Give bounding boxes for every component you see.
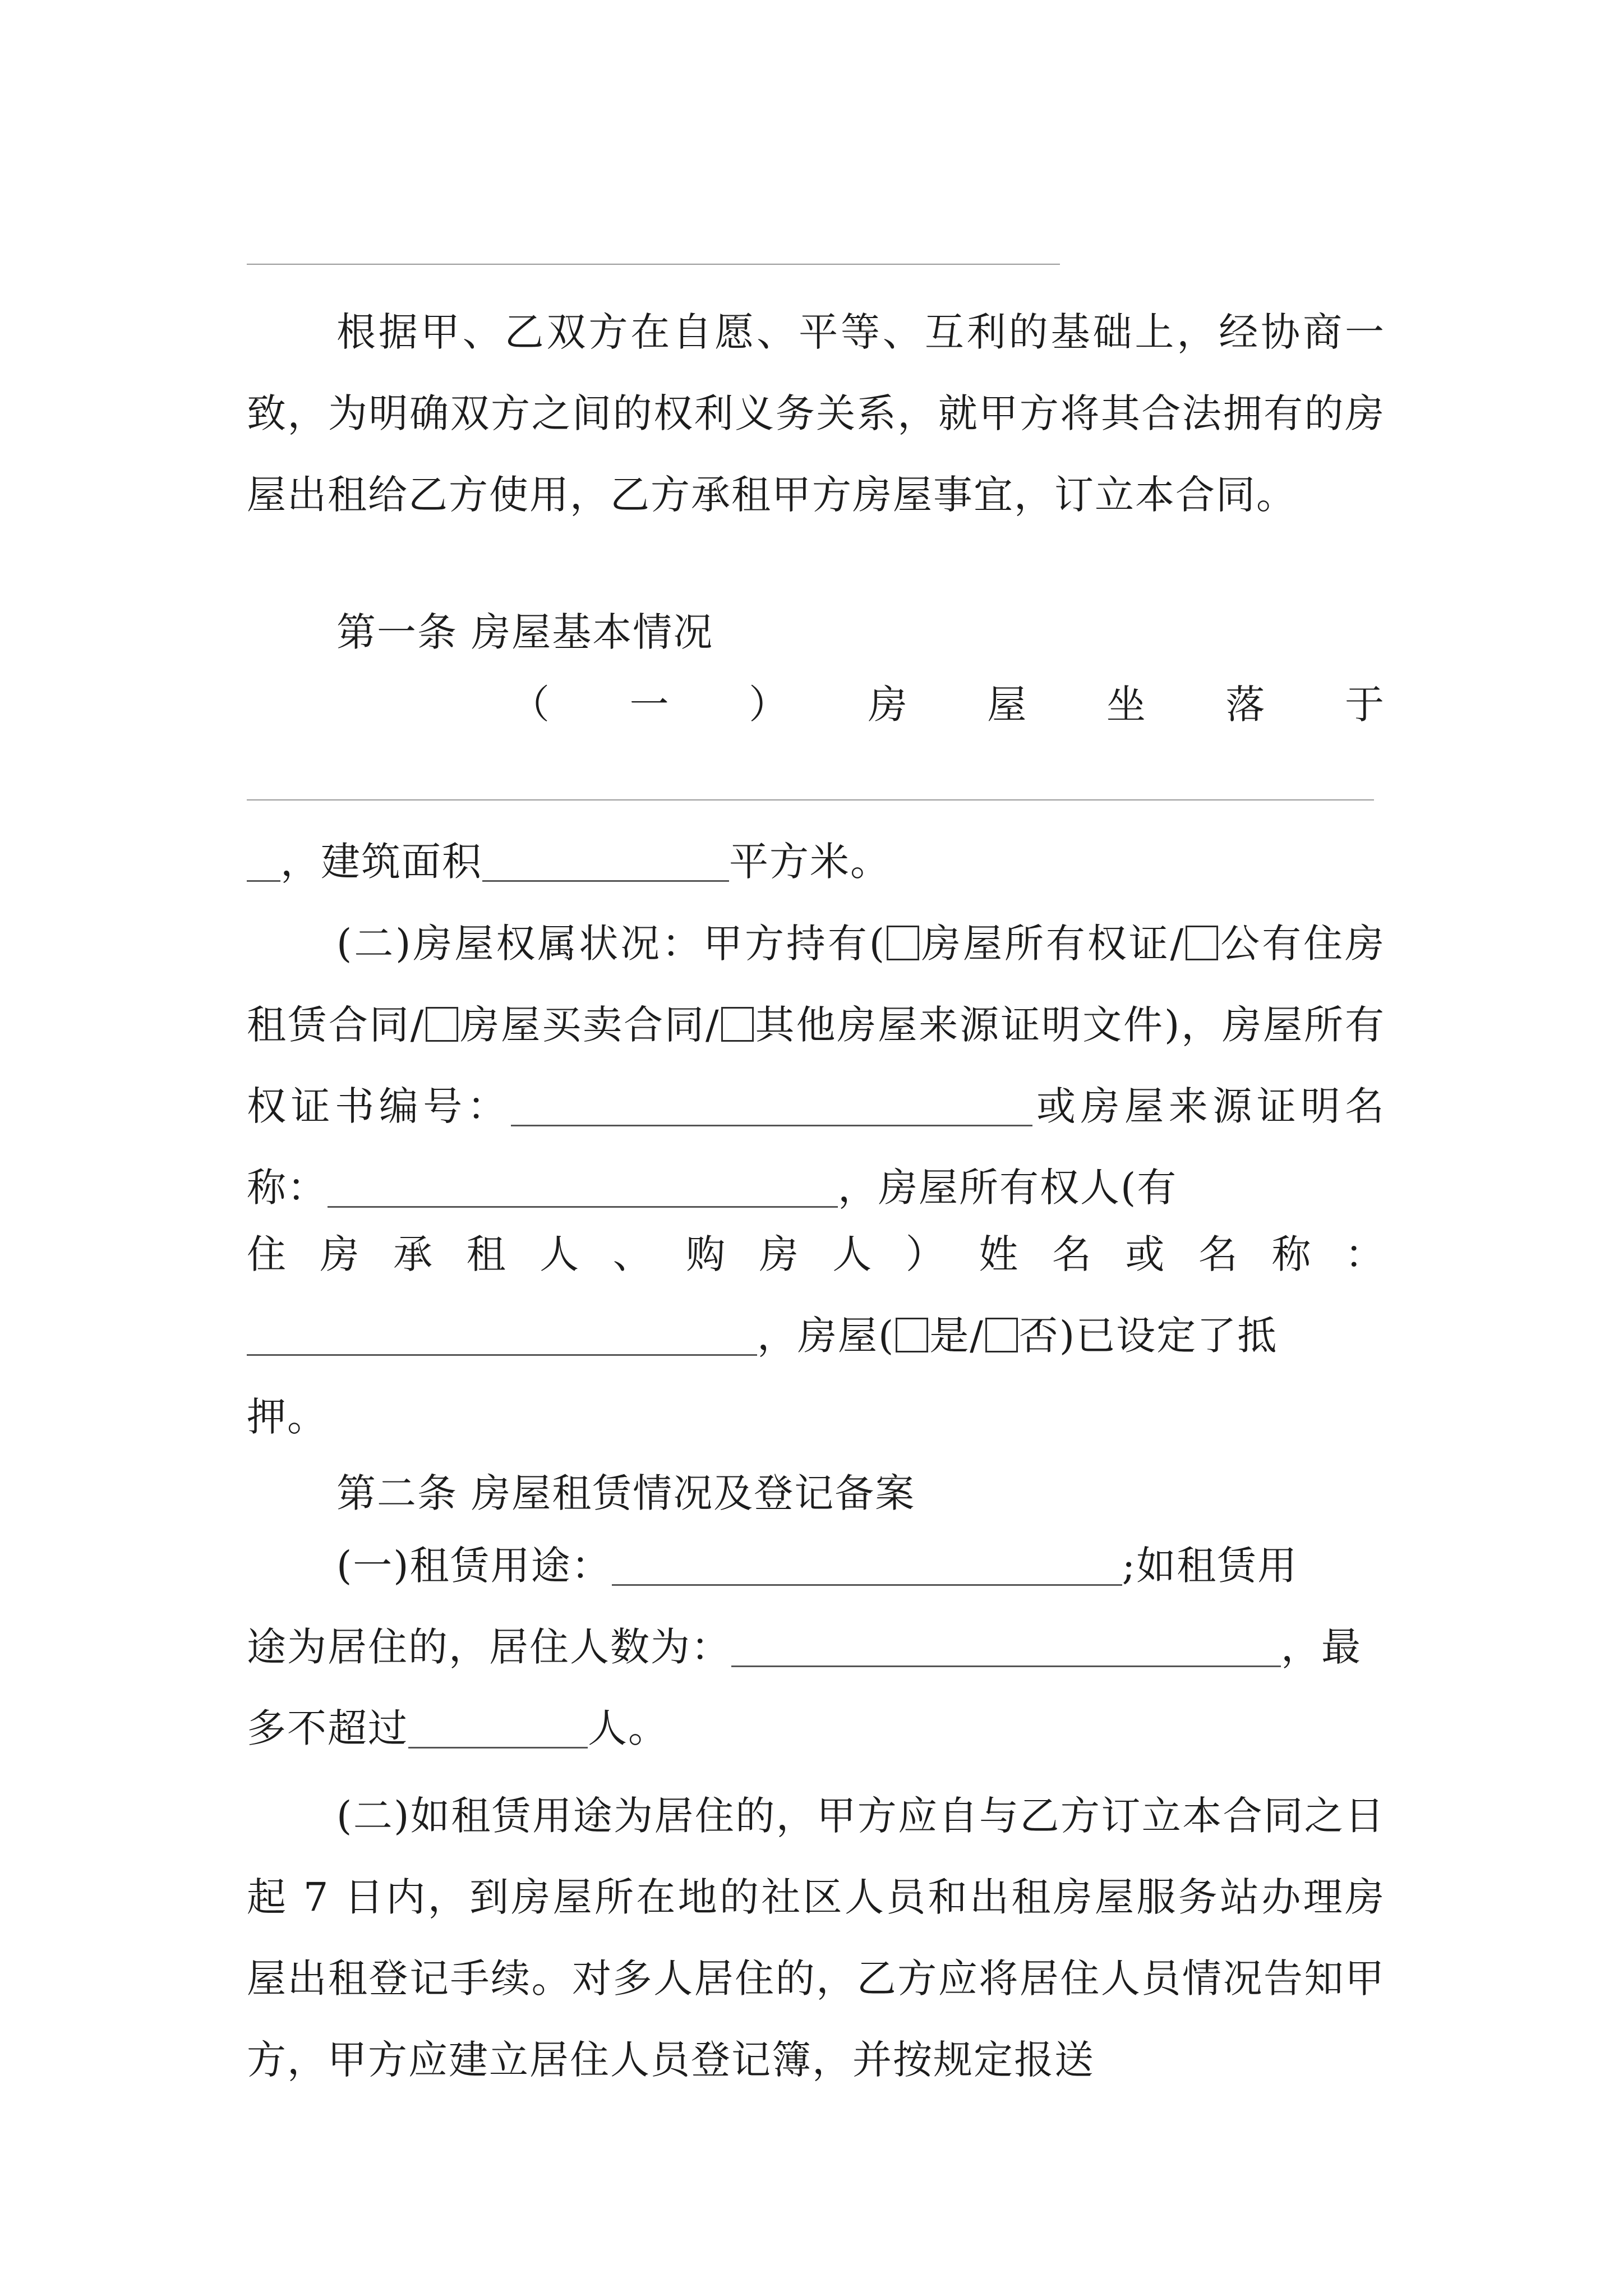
location-spread [247, 673, 1385, 730]
owner-char: 人 [832, 1231, 873, 1277]
cert-no-suffix: 或房屋来 [1032, 1083, 1213, 1129]
residents-suffix: ，最 [1281, 1624, 1362, 1670]
source-label: 源证明名称： [247, 1083, 1386, 1211]
owner-char: 名 [1052, 1231, 1092, 1277]
registration-block [247, 1775, 1385, 2101]
cert-no-blank[interactable] [511, 1085, 1032, 1126]
ownership-intro: (二)房屋权属状况：甲方持有( [336, 921, 886, 967]
cert-no-label: 房屋所有权证书编号： [247, 1002, 1386, 1129]
use-suffix: ;如租赁用 [1122, 1543, 1298, 1589]
location-char: 于 [1344, 682, 1385, 728]
intro-block [247, 292, 1385, 536]
max-line [247, 1697, 1385, 1754]
location-char: 房 [868, 682, 909, 728]
owner-char: 名 [1198, 1231, 1239, 1277]
location-char: 落 [1225, 682, 1266, 728]
area-prefix: ，建筑面积 [280, 839, 482, 885]
mortgage-end: 押。 [247, 1394, 328, 1440]
owner-char: 房 [759, 1231, 800, 1277]
owner-char: 姓 [979, 1231, 1020, 1277]
registration-paragraph: (二)如租赁用途为居住的，甲方应自与乙方订立本合同之日起 7 日内，到房屋所在地的社区人员和出租房屋服务站办理房屋出租登记手续。对多人居住的，乙方应将居住人员情况告知甲方，甲方应建立居住人员登记簿，并按规定报送 [247, 1793, 1385, 2083]
article1-block [247, 592, 1385, 673]
owner-char: ） [905, 1231, 946, 1277]
owner-spread [247, 1223, 1385, 1280]
owner-char: 人 [540, 1231, 580, 1277]
article2-title: 第二条 房屋租赁情况及登记备案 [336, 1470, 916, 1516]
location-blank-end [247, 841, 280, 882]
max-prefix: 多不超过 [247, 1705, 408, 1751]
mortgage-end-line [247, 1386, 1385, 1442]
location-blank-line [247, 799, 1374, 800]
owner-char: 购 [686, 1231, 727, 1277]
owner-char: 称 [1271, 1231, 1312, 1277]
article2-block [247, 1453, 1385, 1534]
mortgage-no-label: 否)已设定了抵 [1018, 1313, 1278, 1359]
checkbox-other-docs[interactable] [721, 1007, 754, 1042]
option-public-lease: 公有住房租赁合同/ [247, 921, 1385, 1048]
owner-char: 住 [247, 1231, 287, 1277]
use-label: (一)租赁用途： [336, 1543, 612, 1589]
checkbox-mortgage-no[interactable] [985, 1318, 1018, 1352]
residents-label: 途为居住的，居住人数为： [247, 1624, 731, 1670]
top-divider [247, 264, 1060, 265]
owner-char: 承 [393, 1231, 434, 1277]
mortgage-yes-label: 是/ [929, 1313, 984, 1359]
mortgage-label: ，房屋( [757, 1313, 895, 1359]
location-line [247, 673, 1385, 730]
checkbox-purchase-contract[interactable] [426, 1007, 458, 1042]
max-blank[interactable] [408, 1708, 588, 1749]
checkbox-mortgage-yes[interactable] [896, 1318, 928, 1352]
owner-char: 租 [466, 1231, 507, 1277]
residents-blank[interactable] [731, 1626, 1281, 1667]
owner-char: ： [1344, 1231, 1385, 1277]
location-char: （ [510, 682, 551, 728]
location-char: ） [749, 682, 790, 728]
location-char: 屋 [987, 682, 1028, 728]
use-blank[interactable] [612, 1545, 1122, 1586]
owner-label: ，房屋所有权人(有 [838, 1165, 1178, 1211]
area-suffix: 平方米。 [729, 839, 891, 885]
area-line [247, 830, 1385, 887]
intro-paragraph: 根据甲、乙双方在自愿、平等、互利的基础上，经协商一致，为明确双方之间的权利义务关系，就甲方将其合法拥有的房屋出租给乙方使用，乙方承租甲方房屋事宜，订立本合同。 [247, 309, 1385, 518]
option-ownership-cert: 房屋所有权证/ [920, 921, 1185, 967]
owner-char: 或 [1125, 1231, 1166, 1277]
checkbox-ownership-cert[interactable] [887, 926, 919, 960]
owner-char: 、 [612, 1231, 653, 1277]
source-blank[interactable] [328, 1167, 838, 1208]
location-char: 坐 [1106, 682, 1147, 728]
use-line [247, 1534, 1385, 1591]
owner-char: 房 [320, 1231, 361, 1277]
checkbox-public-lease[interactable] [1186, 926, 1218, 960]
location-char: 一 [629, 682, 670, 728]
option-other-docs: 其他房屋来源证明文件)， [754, 1002, 1223, 1048]
article1-title: 第一条 房屋基本情况 [336, 609, 714, 655]
residents-line [247, 1616, 1385, 1672]
owner-line [247, 1223, 1385, 1280]
max-suffix: 人。 [588, 1705, 668, 1751]
area-blank [482, 841, 729, 882]
ownership-paragraph [247, 903, 1385, 1228]
ownership-block [247, 903, 1385, 1228]
owner-name-blank[interactable] [247, 1315, 757, 1356]
mortgage-line [247, 1304, 1385, 1361]
option-purchase-contract: 房屋买卖合同/ [459, 1002, 720, 1048]
